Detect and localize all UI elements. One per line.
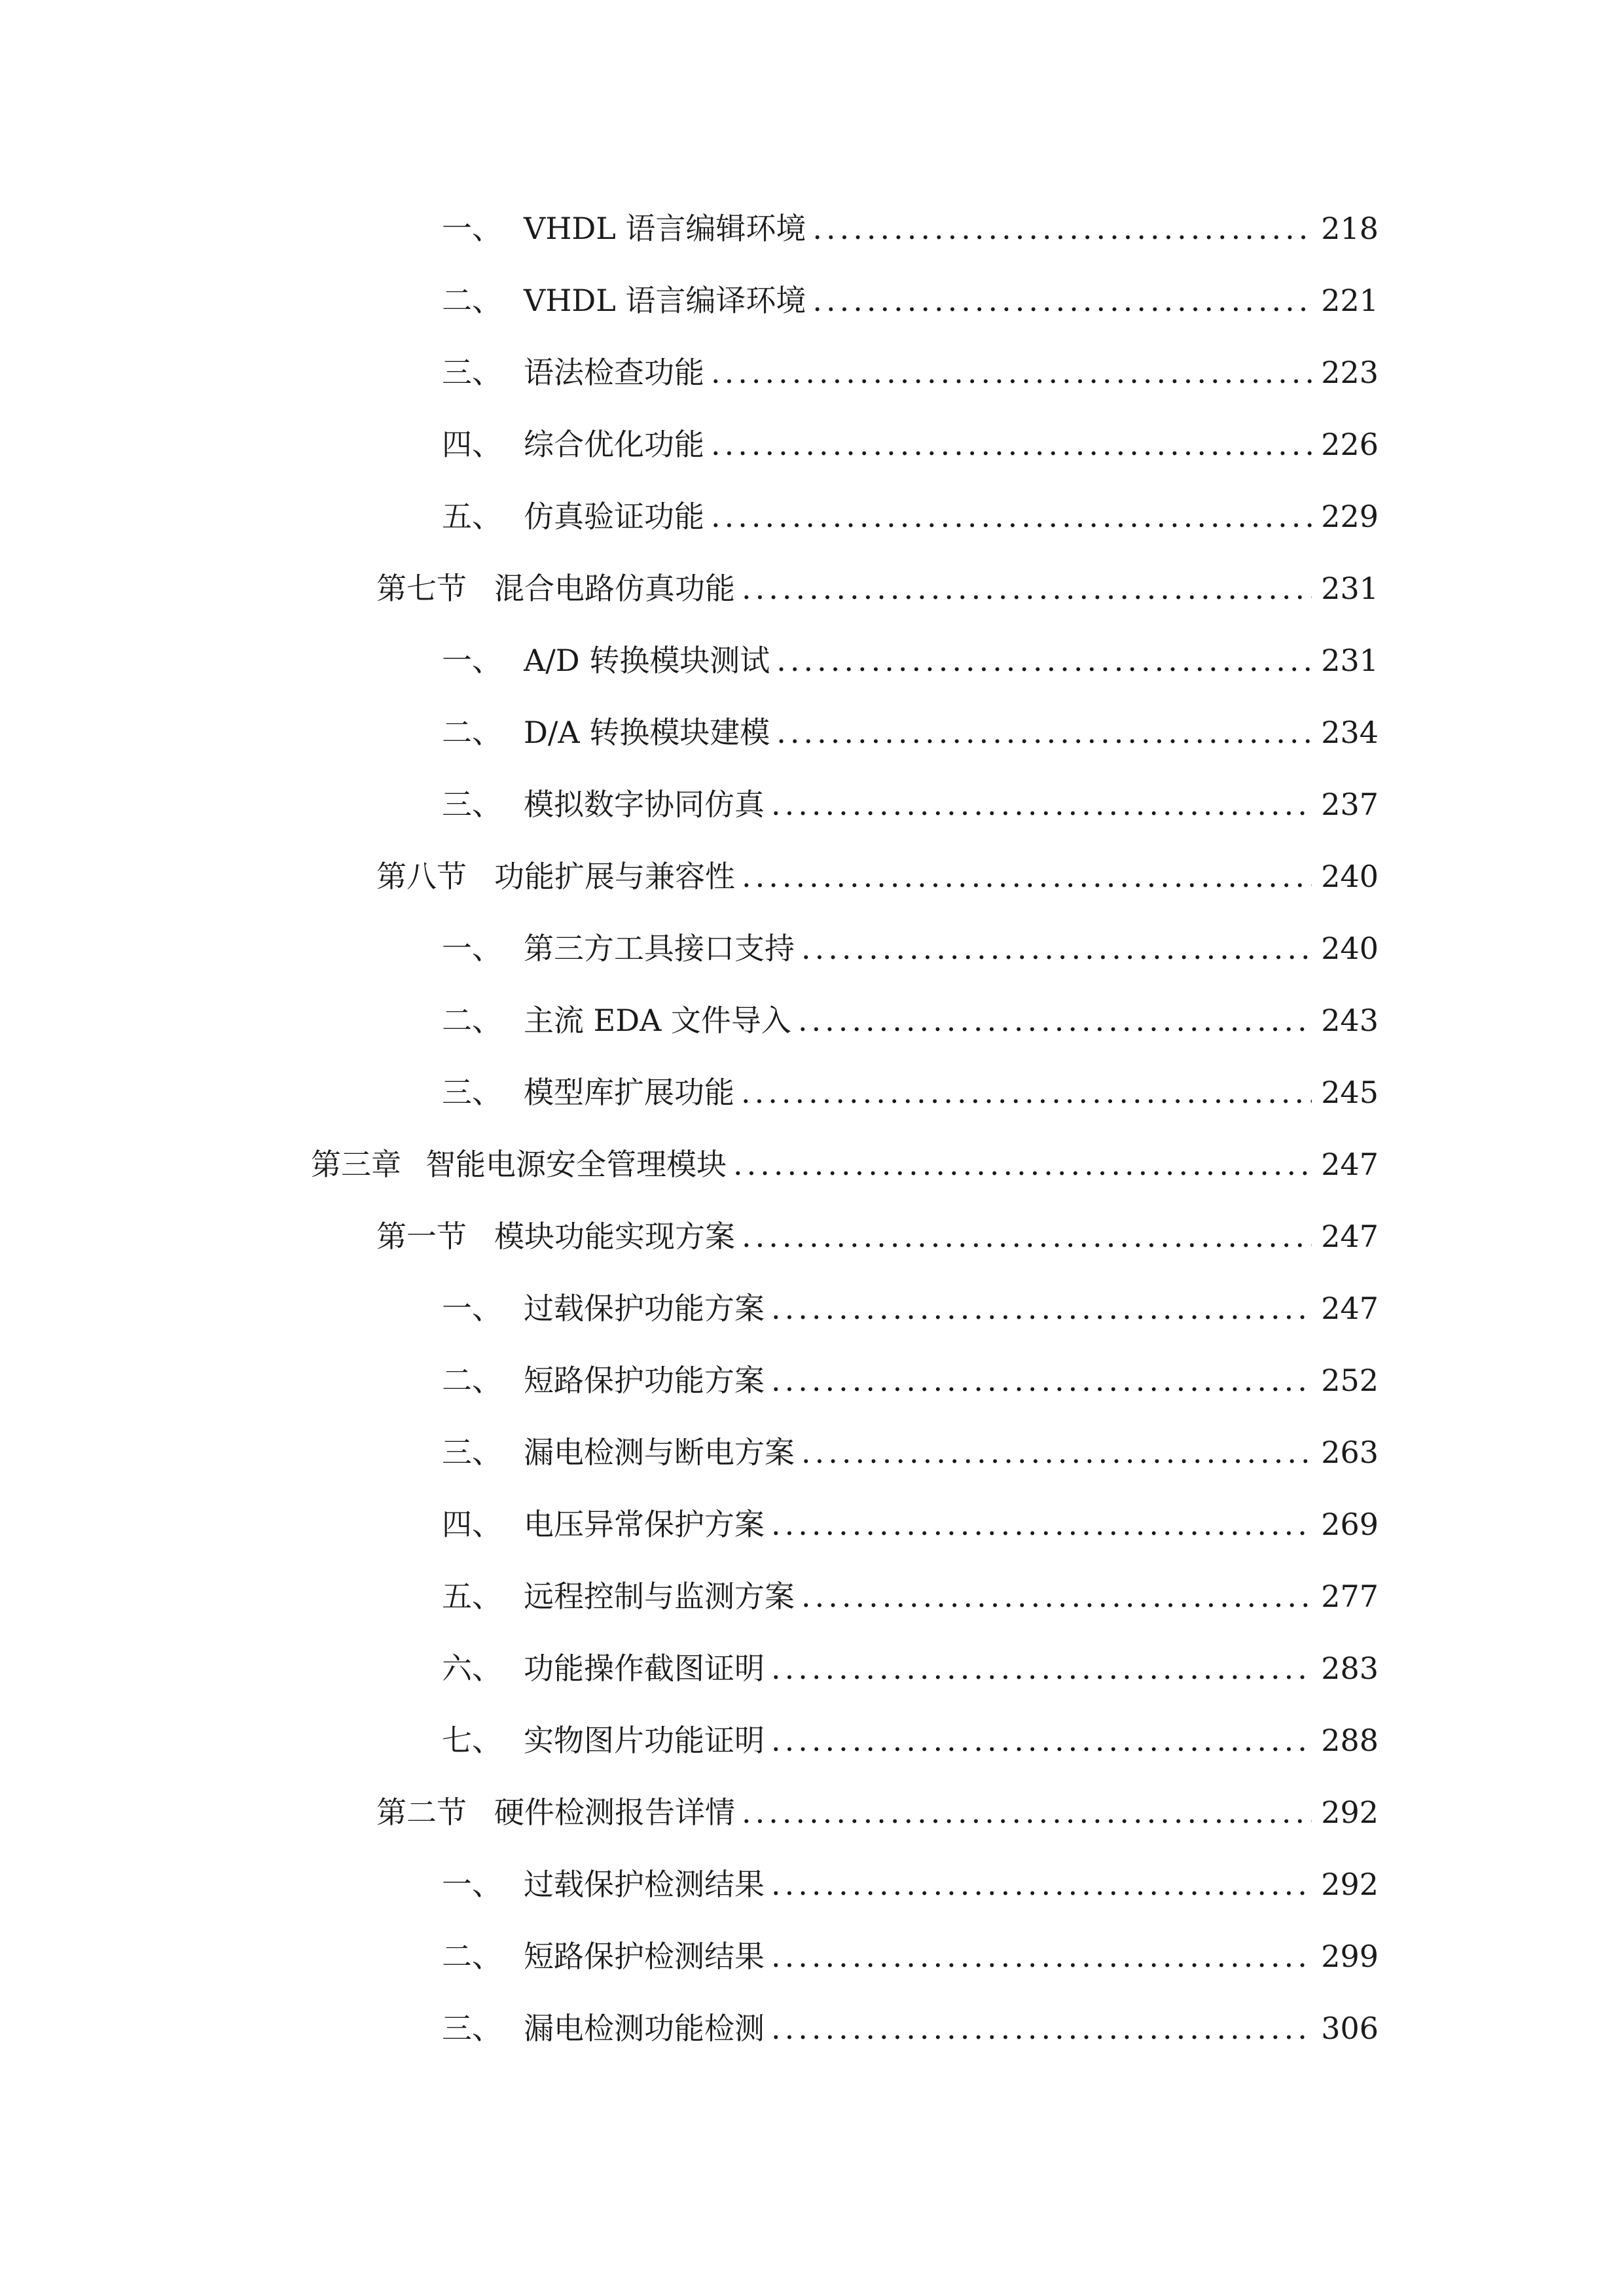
toc-entry[interactable] (0, 1128, 1624, 1200)
toc-entry-title: 电压异常保护方案 (524, 1507, 765, 1542)
toc-entry[interactable] (0, 1704, 1624, 1776)
toc-entry-page-number: 292 (1321, 1795, 1379, 1830)
toc-entry-title: 智能电源安全管理模块 (425, 1147, 727, 1182)
table-of-contents (0, 192, 1624, 2064)
toc-entry[interactable] (0, 768, 1624, 840)
toc-entry-page-number: 240 (1321, 931, 1379, 966)
toc-entry[interactable] (0, 552, 1624, 624)
dot-leader (771, 1848, 1312, 1920)
toc-entry-number: 二、 (442, 283, 502, 318)
toc-entry-title: A/D 转换模块测试 (524, 643, 770, 678)
toc-entry-number: 第七节 (376, 571, 467, 606)
dot-leader (776, 696, 1312, 768)
toc-entry-number: 一、 (442, 1291, 502, 1326)
toc-entry-page-number: 226 (1321, 427, 1379, 462)
toc-entry-title: 硬件检测报告详情 (494, 1795, 735, 1830)
toc-entry-row (442, 1848, 1379, 1920)
dot-leader (733, 1128, 1312, 1200)
toc-entry-row (442, 1920, 1379, 1992)
dot-leader (771, 1488, 1312, 1560)
toc-entry-page-number: 240 (1321, 859, 1379, 894)
dot-leader (742, 840, 1312, 912)
toc-entry-title: 模块功能实现方案 (494, 1219, 735, 1254)
toc-entry-number: 二、 (442, 715, 502, 750)
toc-entry-row (376, 552, 1379, 624)
toc-entry-page-number: 218 (1321, 211, 1379, 246)
dot-leader (771, 768, 1312, 840)
toc-entry[interactable] (0, 1560, 1624, 1632)
dot-leader (771, 1704, 1312, 1776)
toc-entry-title: 实物图片功能证明 (524, 1723, 765, 1758)
toc-entry-title: 过载保护功能方案 (524, 1291, 765, 1326)
toc-entry[interactable] (0, 1632, 1624, 1704)
toc-entry-row (442, 1632, 1379, 1704)
toc-entry-number: 七、 (442, 1723, 502, 1758)
toc-entry-row (442, 1416, 1379, 1488)
toc-entry-row (311, 1128, 1379, 1200)
toc-entry-row (442, 1272, 1379, 1344)
toc-entry-row (442, 768, 1379, 840)
toc-entry-number: 第三章 (311, 1147, 401, 1182)
toc-entry-number: 二、 (442, 1939, 502, 1974)
toc-entry-title: VHDL 语言编译环境 (524, 283, 806, 318)
toc-entry-number: 第一节 (376, 1219, 467, 1254)
toc-entry[interactable] (0, 984, 1624, 1056)
toc-entry-title: 综合优化功能 (524, 427, 704, 462)
toc-entry[interactable] (0, 1920, 1624, 1992)
toc-entry-number: 六、 (442, 1651, 502, 1686)
toc-entry-number: 第二节 (376, 1795, 467, 1830)
toc-entry-page-number: 252 (1321, 1363, 1379, 1398)
toc-entry[interactable] (0, 1272, 1624, 1344)
dot-leader (771, 1344, 1312, 1416)
toc-entry-title: 功能扩展与兼容性 (494, 859, 735, 894)
toc-entry[interactable] (0, 696, 1624, 768)
toc-entry-page-number: 292 (1321, 1867, 1379, 1902)
toc-entry-row (442, 1704, 1379, 1776)
toc-entry-row (442, 408, 1379, 480)
toc-entry-row (442, 624, 1379, 696)
toc-entry-page-number: 243 (1321, 1003, 1379, 1038)
toc-entry[interactable] (0, 624, 1624, 696)
dot-leader (771, 1632, 1312, 1704)
toc-entry-title: 语法检查功能 (524, 355, 704, 390)
dot-leader (771, 1920, 1312, 1992)
toc-entry[interactable] (0, 1488, 1624, 1560)
toc-entry-row (376, 1776, 1379, 1848)
toc-entry-number: 二、 (442, 1003, 502, 1038)
toc-entry[interactable] (0, 1848, 1624, 1920)
toc-entry-page-number: 263 (1321, 1435, 1379, 1470)
toc-entry[interactable] (0, 192, 1624, 264)
toc-entry-number: 一、 (442, 931, 502, 966)
toc-entry-title: 仿真验证功能 (524, 499, 704, 534)
dot-leader (812, 192, 1312, 264)
toc-entry[interactable] (0, 336, 1624, 408)
toc-entry-row (442, 1344, 1379, 1416)
dot-leader (776, 624, 1312, 696)
toc-entry-number: 三、 (442, 2011, 502, 2046)
toc-entry-page-number: 306 (1321, 2011, 1379, 2046)
toc-entry-row (442, 192, 1379, 264)
toc-entry[interactable] (0, 1776, 1624, 1848)
toc-entry-page-number: 288 (1321, 1723, 1379, 1758)
toc-entry-number: 五、 (442, 1579, 502, 1614)
toc-entry-number: 一、 (442, 211, 502, 246)
toc-entry-title: 短路保护功能方案 (524, 1363, 765, 1398)
toc-entry-title: 功能操作截图证明 (524, 1651, 765, 1686)
dot-leader (771, 1992, 1312, 2064)
toc-entry[interactable] (0, 408, 1624, 480)
toc-entry-row (442, 912, 1379, 984)
toc-entry[interactable] (0, 1056, 1624, 1128)
toc-entry-row (376, 840, 1379, 912)
toc-entry-row (442, 696, 1379, 768)
toc-entry-row (442, 984, 1379, 1056)
toc-entry-page-number: 247 (1321, 1291, 1379, 1326)
toc-entry-page-number: 299 (1321, 1939, 1379, 1974)
toc-entry-title: 短路保护检测结果 (524, 1939, 765, 1974)
toc-entry[interactable] (0, 1992, 1624, 2064)
dot-leader (711, 336, 1312, 408)
toc-entry-title: D/A 转换模块建模 (524, 715, 770, 750)
toc-entry-page-number: 234 (1321, 715, 1379, 750)
toc-entry-title: 远程控制与监测方案 (524, 1579, 795, 1614)
toc-entry-title: 混合电路仿真功能 (494, 571, 735, 606)
toc-entry-page-number: 247 (1321, 1147, 1379, 1182)
dot-leader (798, 984, 1312, 1056)
toc-entry-page-number: 283 (1321, 1651, 1379, 1686)
toc-entry-number: 四、 (442, 427, 502, 462)
toc-entry-page-number: 231 (1321, 571, 1379, 606)
toc-entry[interactable] (0, 264, 1624, 336)
toc-entry[interactable] (0, 1200, 1624, 1272)
toc-entry-title: 主流 EDA 文件导入 (524, 1003, 791, 1038)
dot-leader (801, 1560, 1312, 1632)
toc-entry-page-number: 221 (1321, 283, 1379, 318)
toc-entry-number: 五、 (442, 499, 502, 534)
toc-entry-number: 三、 (442, 1435, 502, 1470)
toc-entry-row (442, 1560, 1379, 1632)
toc-entry-page-number: 245 (1321, 1075, 1379, 1110)
toc-entry[interactable] (0, 840, 1624, 912)
toc-entry[interactable] (0, 1344, 1624, 1416)
toc-entry-page-number: 277 (1321, 1579, 1379, 1614)
toc-entry-row (442, 1056, 1379, 1128)
toc-entry-page-number: 237 (1321, 787, 1379, 822)
dot-leader (812, 264, 1312, 336)
dot-leader (741, 1056, 1312, 1128)
toc-entry-title: 漏电检测功能检测 (524, 2011, 765, 2046)
toc-entry-number: 一、 (442, 1867, 502, 1902)
toc-entry-row (442, 264, 1379, 336)
toc-entry-row (442, 1992, 1379, 2064)
toc-entry-page-number: 231 (1321, 643, 1379, 678)
dot-leader (742, 1776, 1312, 1848)
toc-entry-number: 第八节 (376, 859, 467, 894)
toc-entry-row (442, 336, 1379, 408)
toc-entry-title: 模型库扩展功能 (524, 1075, 734, 1110)
dot-leader (711, 408, 1312, 480)
toc-entry-row (442, 1488, 1379, 1560)
toc-entry-row (376, 1200, 1379, 1272)
dot-leader (711, 480, 1312, 552)
toc-entry-row (442, 480, 1379, 552)
dot-leader (742, 1200, 1312, 1272)
toc-entry-page-number: 247 (1321, 1219, 1379, 1254)
toc-entry[interactable] (0, 1416, 1624, 1488)
toc-entry[interactable] (0, 480, 1624, 552)
toc-entry-title: 过载保护检测结果 (524, 1867, 765, 1902)
dot-leader (771, 1272, 1312, 1344)
toc-entry-number: 一、 (442, 643, 502, 678)
toc-entry-number: 三、 (442, 787, 502, 822)
dot-leader (742, 552, 1312, 624)
toc-entry-title: 第三方工具接口支持 (524, 931, 795, 966)
toc-entry-number: 四、 (442, 1507, 502, 1542)
dot-leader (801, 912, 1312, 984)
toc-entry-page-number: 269 (1321, 1507, 1379, 1542)
toc-entry-title: 模拟数字协同仿真 (524, 787, 765, 822)
toc-entry-title: 漏电检测与断电方案 (524, 1435, 795, 1470)
toc-entry-title: VHDL 语言编辑环境 (524, 211, 806, 246)
toc-entry-page-number: 223 (1321, 355, 1379, 390)
toc-entry-number: 二、 (442, 1363, 502, 1398)
toc-entry-number: 三、 (442, 1075, 502, 1110)
dot-leader (801, 1416, 1312, 1488)
toc-entry-page-number: 229 (1321, 499, 1379, 534)
toc-entry[interactable] (0, 912, 1624, 984)
toc-entry-number: 三、 (442, 355, 502, 390)
